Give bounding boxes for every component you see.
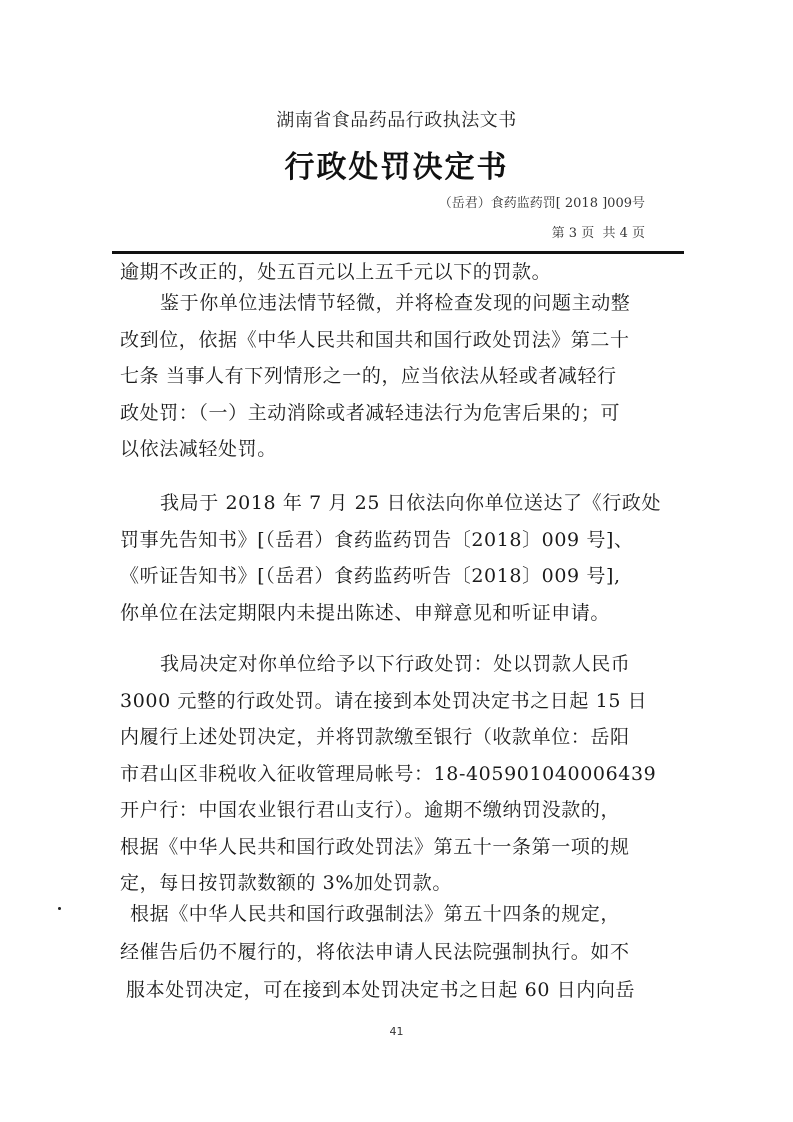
paragraph-notice-delivery bbox=[120, 485, 680, 631]
text-line: 定，每日按罚款数额的 3%加处罚款。 bbox=[120, 872, 452, 894]
text-line: 以依法减轻处罚。 bbox=[120, 438, 277, 460]
text-line: 我局决定对你单位给予以下行政处罚：处以罚款人民币 bbox=[160, 653, 631, 675]
page-count: 第 3 页 共 4 页 bbox=[551, 226, 645, 241]
text-line: 市君山区非税收入征收管理局帐号：18-405901040006439 bbox=[120, 762, 657, 785]
text-line: 内履行上述处罚决定，并将罚款缴至银行（收款单位：岳阳 bbox=[120, 726, 630, 748]
document-number: （岳君）食药监药罚[ 2018 ]009号 bbox=[438, 196, 645, 211]
text-line: 七条 当事人有下列情形之一的，应当依法从轻或者减轻行 bbox=[120, 365, 617, 387]
paragraph-enforcement bbox=[120, 895, 680, 1009]
text-line: 政处罚：（一）主动消除或者减轻违法行为危害后果的；可 bbox=[120, 401, 621, 424]
text-line: 开户行：中国农业银行君山支行）。逾期不缴纳罚没款的， bbox=[120, 799, 621, 821]
text-line: 我局于 2018 年 7 月 25 日依法向你单位送达了《行政处 bbox=[160, 492, 662, 514]
text-line: 服本处罚决定，可在接到本处罚决定书之日起 60 日内向岳 bbox=[126, 979, 636, 1001]
page-number: 41 bbox=[389, 1025, 404, 1038]
text-line: 根据《中华人民共和国行政强制法》第五十四条的规定， bbox=[130, 903, 621, 925]
paragraph-penalty-decision bbox=[120, 646, 680, 902]
text-line: 《听证告知书》[（岳君）食药监药听告〔2018〕009 号], bbox=[120, 565, 621, 587]
text-line: 罚事先告知书》[（岳君）食药监药罚告〔2018〕009 号]、 bbox=[120, 528, 634, 551]
text-line: 3000 元整的行政处罚。请在接到本处罚决定书之日起 15 日 bbox=[120, 689, 648, 712]
text-line: 经催告后仍不履行的，将依法申请人民法院强制执行。如不 bbox=[120, 941, 630, 963]
stray-dot-mark bbox=[58, 907, 61, 910]
text-line: 改到位，依据《中华人民共和国共和国行政处罚法》第二十 bbox=[120, 328, 630, 351]
document-title: 行政处罚决定书 bbox=[284, 150, 509, 185]
text-line: 逾期不改正的，处五百元以上五千元以下的罚款。 bbox=[120, 261, 552, 283]
text-line: 你单位在法定期限内未提出陈述、申辩意见和听证申请。 bbox=[120, 601, 611, 624]
issuing-agency: 湖南省食品药品行政执法文书 bbox=[276, 110, 517, 131]
text-line: 根据《中华人民共和国行政处罚法》第五十一条第一项的规 bbox=[120, 835, 630, 858]
paragraph-mitigation bbox=[120, 285, 680, 468]
text-line: 鉴于你单位违法情节轻微，并将检查发现的问题主动整 bbox=[160, 292, 631, 314]
